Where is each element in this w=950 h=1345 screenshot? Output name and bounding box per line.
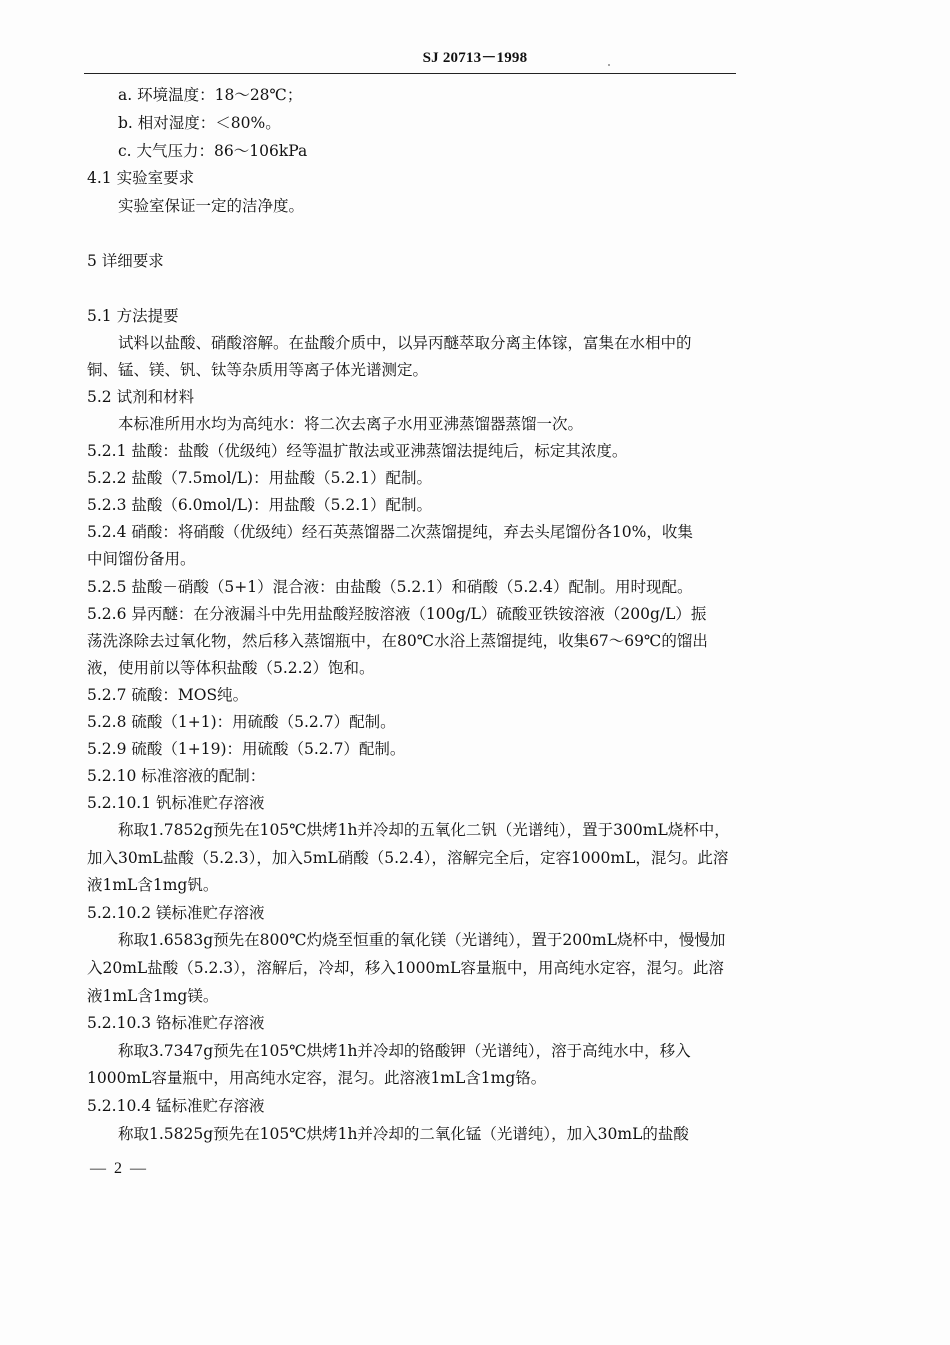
standard-code-header: SJ 20713－1998 bbox=[422, 50, 528, 66]
text-line: 液1mL含1mg镁。 bbox=[87, 987, 219, 1005]
text-line: 1000mL容量瓶中，用高纯水定容，混匀。此溶液1mL含1mg铬。 bbox=[87, 1069, 547, 1087]
text-line: 5.2.2 盐酸（7.5mol/L)：用盐酸（5.2.1）配制。 bbox=[87, 469, 433, 487]
text-line: 5.2.5 盐酸－硝酸（5+1）混合液：由盐酸（5.2.1）和硝酸（5.2.4）配制。用时现配。 bbox=[87, 578, 693, 596]
text-line: 5.2.3 盐酸（6.0mol/L)：用盐酸（5.2.1）配制。 bbox=[87, 496, 433, 514]
section-heading: 5.1 方法提要 bbox=[87, 307, 179, 325]
section-heading: 5 详细要求 bbox=[87, 252, 164, 270]
text-line: 荡洗涤除去过氧化物，然后移入蒸馏瓶中，在80℃水浴上蒸馏提纯，收集67～69℃的馏出 bbox=[87, 632, 708, 650]
section-heading: 5.2.10.1 钒标准贮存溶液 bbox=[87, 794, 265, 812]
text-line: 5.2.7 硫酸：MOS纯。 bbox=[87, 686, 249, 704]
header-divider bbox=[84, 73, 736, 74]
text-line: 5.2.1 盐酸：盐酸（优级纯）经等温扩散法或亚沸蒸馏法提纯后，标定其浓度。 bbox=[87, 442, 628, 460]
section-heading: 5.2.10 标准溶液的配制： bbox=[87, 767, 266, 785]
scan-speck bbox=[608, 64, 610, 66]
text-line: 中间馏份备用。 bbox=[87, 550, 196, 568]
text-line: a. 环境温度：18～28℃； bbox=[118, 86, 303, 104]
text-line: 5.2.6 异丙醚：在分液漏斗中先用盐酸羟胺溶液（100g/L）硫酸亚铁铵溶液（200g/L）振 bbox=[87, 605, 707, 623]
text-line: 液1mL含1mg钒。 bbox=[87, 876, 219, 894]
text-line: 5.2.8 硫酸（1+1)：用硫酸（5.2.7）配制。 bbox=[87, 713, 396, 731]
text-line: 5.2.4 硝酸：将硝酸（优级纯）经石英蒸馏器二次蒸馏提纯，弃去头尾馏份各10%，收集 bbox=[87, 523, 693, 541]
text-line: 液，使用前以等体积盐酸（5.2.2）饱和。 bbox=[87, 659, 375, 677]
text-line: 5.2.9 硫酸（1+19)：用硫酸（5.2.7）配制。 bbox=[87, 740, 406, 758]
text-line: 称取1.6583g预先在800℃灼烧至恒重的氧化镁（光谱纯），置于200mL烧杯中，慢慢加 bbox=[118, 931, 726, 949]
text-line: b. 相对湿度：＜80%。 bbox=[118, 114, 281, 132]
page-number: — 2 — bbox=[90, 1160, 148, 1177]
text-line: c. 大气压力：86～106kPa bbox=[118, 142, 308, 160]
text-line: 称取1.7852g预先在105℃烘烤1h并冷却的五氧化二钒（光谱纯），置于300mL烧杯中， bbox=[118, 821, 730, 839]
text-line: 称取1.5825g预先在105℃烘烤1h并冷却的二氧化锰（光谱纯），加入30mL的盐酸 bbox=[118, 1125, 689, 1143]
text-line: 入20mL盐酸（5.2.3），溶解后，冷却，移入1000mL容量瓶中，用高纯水定容，混匀。此溶 bbox=[87, 959, 724, 977]
text-line: 称取3.7347g预先在105℃烘烤1h并冷却的铬酸钾（光谱纯），溶于高纯水中，移入 bbox=[118, 1042, 691, 1060]
text-line: 本标准所用水均为高纯水：将二次去离子水用亚沸蒸馏器蒸馏一次。 bbox=[118, 415, 584, 433]
section-heading: 5.2 试剂和材料 bbox=[87, 388, 195, 406]
text-line: 铜、锰、镁、钒、钛等杂质用等离子体光谱测定。 bbox=[87, 361, 429, 379]
section-heading: 5.2.10.3 铬标准贮存溶液 bbox=[87, 1014, 265, 1032]
text-line: 实验室保证一定的洁净度。 bbox=[118, 197, 305, 215]
section-heading: 5.2.10.2 镁标准贮存溶液 bbox=[87, 904, 265, 922]
section-heading: 5.2.10.4 锰标准贮存溶液 bbox=[87, 1097, 265, 1115]
text-line: 加入30mL盐酸（5.2.3），加入5mL硝酸（5.2.4），溶解完全后，定容1000mL，混匀。此溶 bbox=[87, 849, 729, 867]
text-line: 试料以盐酸、硝酸溶解。在盐酸介质中，以异丙醚萃取分离主体镓，富集在水相中的 bbox=[118, 334, 692, 352]
section-heading: 4.1 实验室要求 bbox=[87, 169, 195, 187]
